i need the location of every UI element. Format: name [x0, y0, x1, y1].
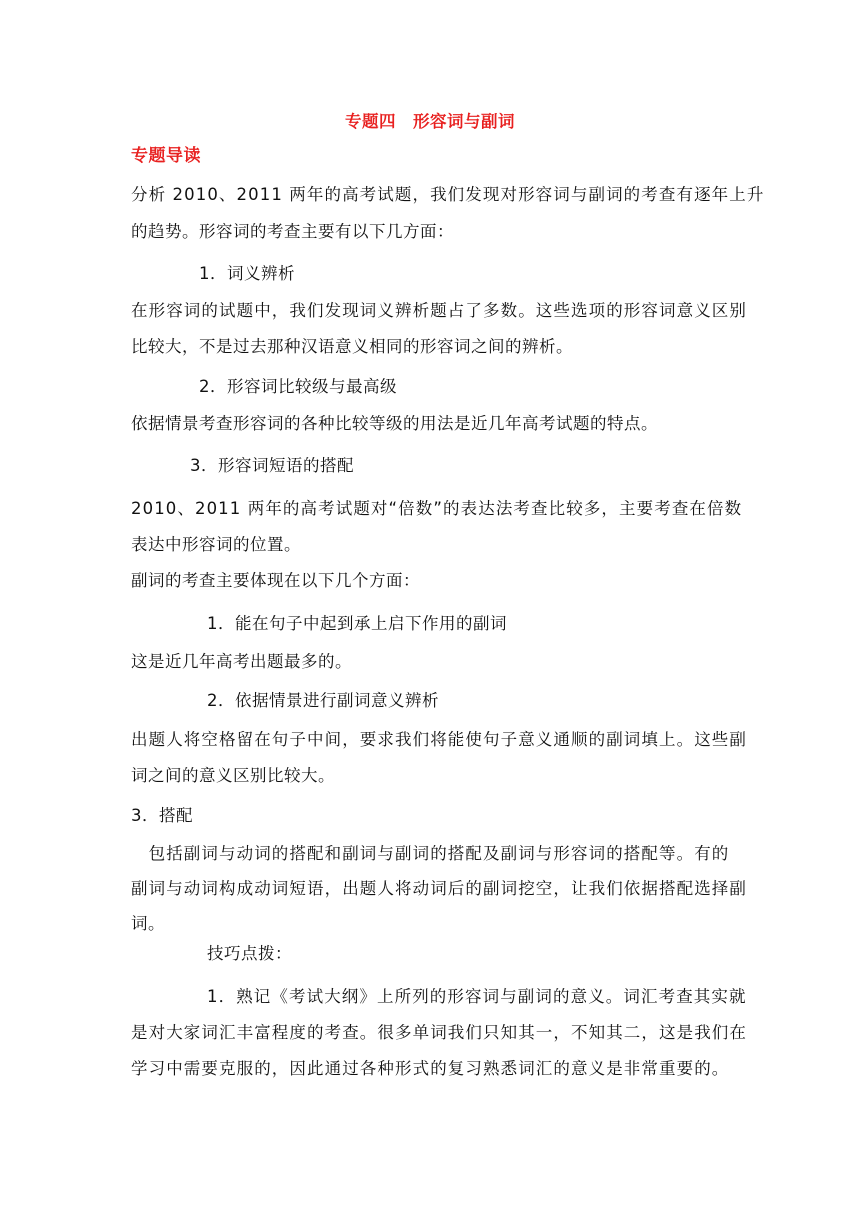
adv-item-1-text: 这是近几年高考出题最多的。	[131, 652, 352, 671]
adv-item-3-title: 3．搭配	[131, 806, 193, 825]
adv-item-3-line-2: 副词与动词构成动词短语，出题人将动词后的副词挖空，让我们依据搭配选择副	[131, 879, 747, 898]
adj-item-3-line-2: 表达中形容词的位置。	[131, 535, 301, 554]
section-heading: 专题导读	[131, 146, 201, 166]
adv-item-2-title: 2．依据情景进行副词意义辨析	[207, 691, 439, 710]
adj-item-2-text: 依据情景考查形容词的各种比较等级的用法是近几年高考试题的特点。	[131, 414, 658, 433]
adv-item-2-line-2: 词之间的意义区别比较大。	[131, 766, 335, 785]
adv-item-2-line-1: 出题人将空格留在句子中间，要求我们将能使句子意义通顺的副词填上。这些副	[131, 730, 747, 749]
adj-item-2-title: 2．形容词比较级与最高级	[199, 377, 397, 396]
adj-item-1-title: 1．词义辨析	[199, 264, 295, 283]
tip-1-line-1: 1．熟记《考试大纲》上所列的形容词与副词的意义。词汇考查其实就	[207, 987, 747, 1006]
adj-item-3-title: 3．形容词短语的搭配	[190, 456, 354, 475]
adj-item-1-line-1: 在形容词的试题中，我们发现词义辨析题占了多数。这些选项的形容词意义区别	[131, 301, 747, 320]
adj-item-1-line-2: 比较大，不是过去那种汉语意义相同的形容词之间的辨析。	[131, 337, 573, 356]
adverb-intro: 副词的考查主要体现在以下几个方面：	[131, 571, 420, 590]
tip-1-line-2: 是对大家词汇丰富程度的考查。很多单词我们只知其一，不知其二，这是我们在	[131, 1023, 747, 1042]
intro-paragraph-line-1: 分析 2010、2011 两年的高考试题，我们发现对形容词与副词的考查有逐年上升	[131, 185, 765, 204]
adv-item-3-line-3: 词。	[131, 914, 165, 933]
tip-1-line-3: 学习中需要克服的，因此通过各种形式的复习熟悉词汇的意义是非常重要的。	[131, 1059, 730, 1078]
intro-paragraph-line-2: 的趋势。形容词的考查主要有以下几方面：	[131, 222, 454, 241]
adj-item-3-line-1: 2010、2011 两年的高考试题对“倍数”的表达法考查比较多，主要考查在倍数	[131, 499, 743, 518]
document-title: 专题四 形容词与副词	[345, 112, 515, 131]
adv-item-3-line-1: 包括副词与动词的搭配和副词与副词的搭配及副词与形容词的搭配等。有的	[131, 844, 730, 863]
tips-title: 技巧点拨：	[207, 944, 292, 963]
adv-item-1-title: 1．能在句子中起到承上启下作用的副词	[207, 614, 507, 633]
